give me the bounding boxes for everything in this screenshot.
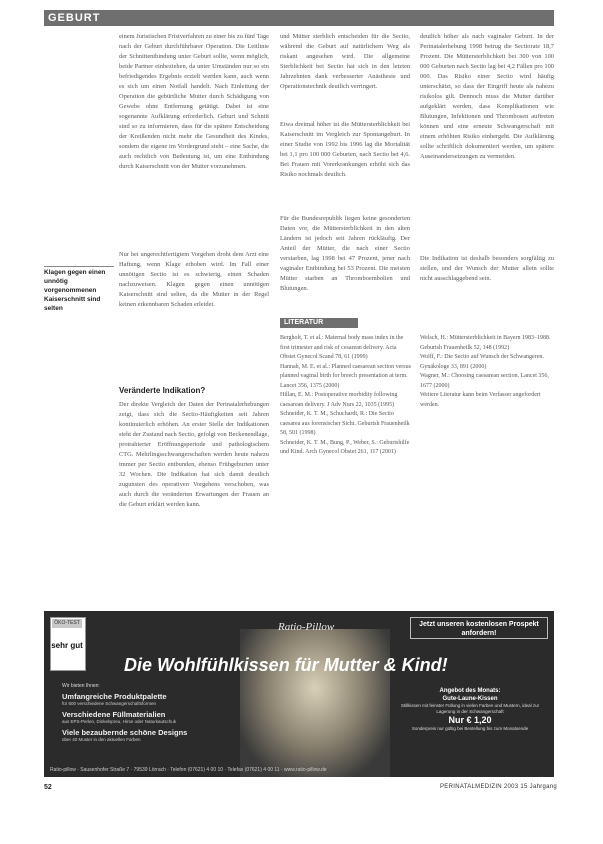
paragraph: Nur bei ungerechtfertigtem Vorgehen droht dem Arzt eine Haftung, wenn Klage erhoben wird. Im Fall einer unnötigen Sectio ist es schwierig, einen Schaden nachzuweisen. Klagen gegen einen unnötigen Kaiserschnitt sind selten, da die Mutter in der Regel keinen erkennbaren Schaden erleidet. xyxy=(119,251,269,308)
literature-list-right xyxy=(420,334,554,604)
column-3-text-bottom xyxy=(420,254,554,310)
paragraph: deutlich höher als nach vaginaler Geburt. In der Perinatalerhebung 1998 betrug die Sectiorate 18,7 Prozent. Die Müttersterblichkeit bei 300 von 100 000 Geburten nach Sectio lag bei 4,2 Fällen pro 100 000. Das Risiko einer Sectio wird häufig unterschätzt, so dass der Eingriff heute als nahezu risikolos gilt. Dennoch muss die Mutter darüber aufgeklärt werden, dass Komplikationen wie Blutungen, Infektionen und Thrombosen auftreten können und eine erneute Schwangerschaft mit einem erhöhten Risiko einhergeht. Die Aufklärung sollte schriftlich dokumentiert werden, um spätere Auseinandersetzungen zu vermeiden. xyxy=(420,33,554,160)
reference: Bergholt, T. et al.: Maternal body mass index in the first trimester and risk of cesarean delivery. Acta Obstet Gynecol Scand 78, 61 (1999) xyxy=(280,335,404,360)
reference: Schneider, K. T. M., Bung, P., Weber, S.: Geburtshilfe und Kind. Arch Gynecol Obstet 261, 117 (2001) xyxy=(280,439,410,455)
ad-offer-title: Angebot des Monats: xyxy=(439,688,501,694)
ad-feature-sub: aus EPS-Perlen, Dinkelspreu, Hirse oder Naturkautschuk xyxy=(62,719,177,724)
journal-footer: PERINATALMEDIZIN 2003 15 Jahrgang xyxy=(440,784,558,790)
paragraph: und Mütter sterblich entscheiden für die Sectio, während die Geburt auf natürlichem Weg als riskant angesehen wird. Die allgemeine Sterblichkeit bei Sectio hat sich in den letzten Jahrzehnten dank verbesserter Anästhesie und Operationstechnik deutlich verringert. xyxy=(280,33,410,90)
ad-feature-list xyxy=(62,683,232,746)
sidebar-rule xyxy=(44,266,114,267)
advertisement xyxy=(44,611,554,777)
reference: Wagner, M.: Choosing caesarean section. Lancet 356, 1677 (2000) xyxy=(420,373,549,389)
ad-feature-sub: über 40 Muster in den aktuellen Farben xyxy=(62,737,141,742)
column-2-text-mid2 xyxy=(280,214,410,310)
ad-feature-title: Verschiedene Füllmaterialien xyxy=(62,710,166,719)
test-seal-label: ÖKO-TEST xyxy=(52,619,82,628)
literature-list-left xyxy=(280,334,412,604)
ad-photo-mother-child xyxy=(240,629,390,777)
column-1-text-top xyxy=(119,32,269,244)
reference: Wolff, F.: Die Sectio auf Wunsch der Schwangeren. Gynäkologe 33, 891 (2000) xyxy=(420,354,544,370)
ad-contact-line: Ratio-pillow · Sausenhofer Straße 7 · 79539 Lörrach · Telefon (07621) 4 00 10 · Telefax (07621) 4 00 11 · www.ratio-pillow.de xyxy=(50,767,327,773)
ad-offer-note: Sonderpreis nur gültig bei Bestellung bis zum Monatsende xyxy=(411,726,529,731)
column-1-subsection-text xyxy=(119,400,269,605)
paragraph: Für die Bundesrepublik liegen keine gesonderten Daten vor, die Müttersterblichkeit in den alten Ländern ist jedoch seit Jahren rückläufig. Der Anteil der Mütter, die nach einer Sectio verstarben, lag 1998 bei 47 Prozent, jener nach vaginaler Entbindung bei 53 Prozent. Die meisten Mütter starben an Thromboembolien und Blutungen. xyxy=(280,215,410,292)
ad-brand: Ratio-Pillow xyxy=(278,621,335,633)
reference: Weitere Literatur kann beim Verfasser angefordert werden. xyxy=(420,392,541,408)
test-seal-rating: sehr gut xyxy=(51,641,83,650)
ad-offer-product: Gute-Laune-Kissen xyxy=(442,696,498,702)
ad-offer-box xyxy=(394,687,546,732)
column-3-text-top xyxy=(420,32,554,252)
ad-offer-price: Nur € 1,20 xyxy=(448,715,492,725)
paragraph: Der direkte Vergleich der Daten der Perinatalerhebungen zeigt, dass sich die Sectio-Häufigkeiten seit Jahren kontinuierlich erhöhen. An erster Stelle der Indikationen steht der Zustand nach Sectio, gefolgt von Beckenendlage, protrahierter Eröffnungsperiode und pathologischem CTG. Mehrlingsschwangerschaften werden heute nahezu immer per Sectio entbunden, ebenso Frühgeburten unter 32 Wochen. Die Indikation hat sich damit deutlich zugunsten des operativen Vorgehens verschoben, was auch durch die veränderten Erwartungen der Frauen an die Geburt erklärt werden kann. xyxy=(119,401,269,508)
sidebar-pull-quote: Klagen gegen einen unnötig vorgenommenen Kaiserschnitt sind selten xyxy=(44,269,106,312)
ad-feature-title: Viele bezaubernde schöne Designs xyxy=(62,728,188,737)
ad-promo-box[interactable]: Jetzt unseren kostenlosen Prospekt anfordern! xyxy=(410,617,548,639)
ad-feature-sub: für 500 verschiedene Schwangerschaftsformen xyxy=(62,701,157,706)
ad-offer-desc: Stillkissen mit feinster Füllung in vielen Farben und Mustern, ideal zur Lagerung in der Schwangerschaft xyxy=(400,703,540,714)
ad-intro: Wir bieten Ihnen: xyxy=(62,683,100,689)
column-2-text-top xyxy=(280,32,410,118)
ad-feature-title: Umfangreiche Produktpalette xyxy=(62,692,167,701)
section-title: GEBURT xyxy=(48,12,101,24)
literature-label: LITERATUR xyxy=(284,319,324,326)
column-2-text-mid xyxy=(280,120,410,212)
subheading: Veränderte Indikation? xyxy=(119,386,206,395)
section-header-bar xyxy=(44,10,554,26)
reference: Schneider, K. T. M., Schuchardt, R.: Die Sectio caesarea aus forensischer Sicht. Geburtsh Frauenheilk 58, 501 (1998) xyxy=(280,411,410,436)
reference: Welsch, H.: Müttersterblichkeit in Bayern 1983–1988. Geburtsh Frauenheilk 52, 148 (1992) xyxy=(420,335,551,351)
paragraph: Die Indikation ist deshalb besonders sorgfältig zu stellen, und der Wunsch der Mutter allein sollte nicht ausschlaggebend sein. xyxy=(420,255,554,282)
reference: Hillan, E. M.: Postoperative morbidity following caesarean delivery. J Adv Nurs 22, 1035 (1995) xyxy=(280,392,398,408)
column-1-text-bottom xyxy=(119,250,269,360)
ad-headline: Die Wohlfühlkissen für Mutter & Kind! xyxy=(124,655,448,675)
paragraph: Etwa dreimal höher ist die Müttersterblichkeit bei Kaiserschnitt im Vergleich zur Spontangeburt. In einer Studie von 1992 bis 1996 lag die Mortalität bei 1,1 pro 100 000 Geburten, nach Sectio bei 4,6. Bei Frauen mit Vorerkrankungen erhöht sich das Risiko nochmals deutlich. xyxy=(280,121,410,178)
reference: Hannah, M. E. et al.: Planned caesarean section versus planned vaginal birth for breech presentation at term. Lancet 356, 1375 (2000) xyxy=(280,363,411,389)
page-number: 52 xyxy=(44,784,52,791)
paragraph: einem Juristischen Fristverfahren zu einer bis zu fünf Tage nach der Geburt durchführbarer Operation. Die Leitlinie der Schnittentbindung unter Geburt sollte, wenn möglich, beide Partner einbeziehen, da unter Umständen nur so ein befriedigendes Ergebnis erzielt werden kann, auch wenn es sich um einen Notfall handelt. Nach Einleitung der Operation die gebürtliche Mutter durch Schädigung von Gewebe ohne Entfernung getätigt. Dabei ist eine sogenannte Aufklärung erforderlich. Geburt und Schnitt sind so zu informieren, dass für die spätere Entscheidung der Kreißenden nicht mehr die Gesundheit des Kindes, sondern die eigene im Vordergrund steht – eine Sache, die auch rechtlich von Bedeutung ist, um eine Entbindung durch Kaiserschnitt von der Mutter vorzunehmen. xyxy=(119,33,269,170)
